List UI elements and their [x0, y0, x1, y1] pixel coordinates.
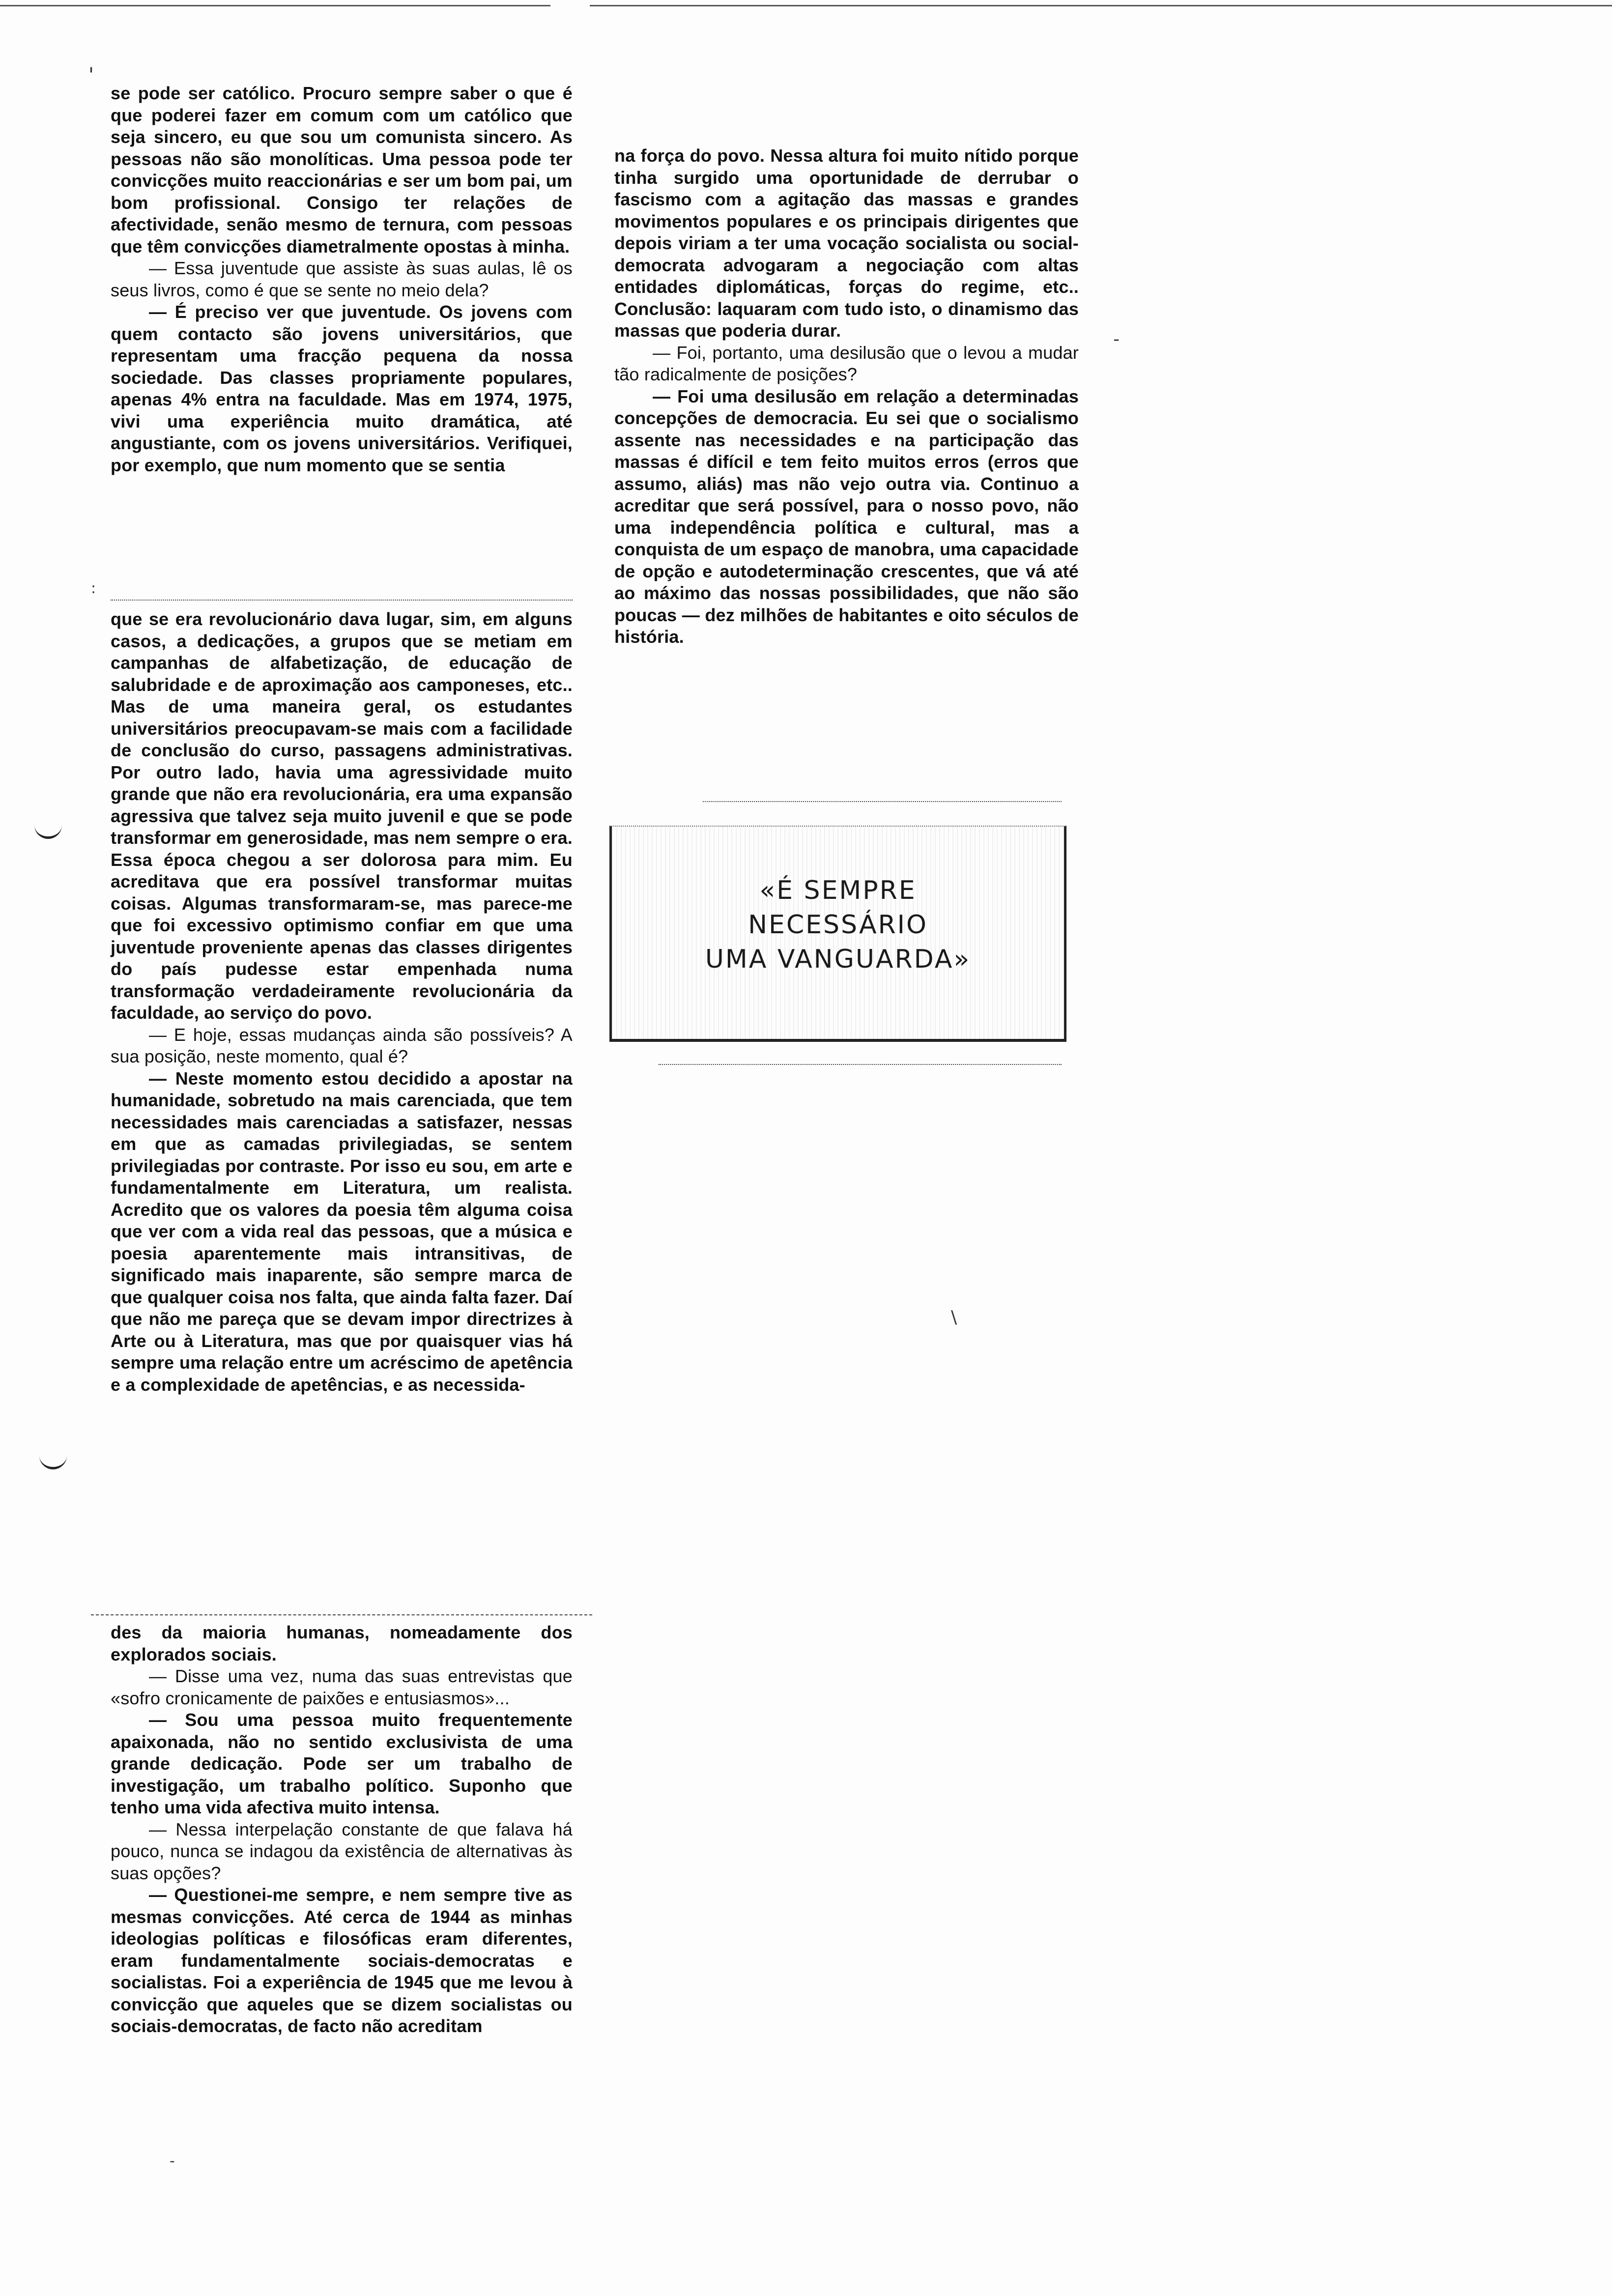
answer-paragraph: — Questionei-me sempre, e nem sempre tive as mesmas convicções. Até cerca de 1944 as minhas ideologias políticas e filosóficas eram diferentes, eram fundamentalmente sociais-democratas e socialistas. Foi a experiência de 1945 que me levou à convicção que aqueles que se dizem socialistas ou sociais-democratas, de facto não acreditam — [111, 1885, 573, 2036]
pullquote-box — [609, 826, 1066, 1042]
pullquote-under-rule — [659, 1064, 1062, 1065]
article-column-left-middle — [111, 608, 573, 1396]
column-break-rule — [111, 600, 573, 601]
margin-mark: \ — [951, 1307, 957, 1327]
pullquote-line: UMA VANGUARDA» — [705, 945, 971, 974]
interview-question: — Essa juventude que assiste às suas aulas, lê os seus livros, como é que se sente no meio dela? — [111, 258, 573, 300]
interview-question: — Disse uma vez, numa das suas entrevistas que «sofro cronicamente de paixões e entusiasmos»... — [111, 1666, 573, 1708]
punch-hole-mark — [39, 1447, 67, 1469]
interview-question: — Foi, portanto, uma desilusão que o levou a mudar tão radicalmente de posições? — [614, 342, 1079, 384]
margin-mark: - — [1113, 329, 1120, 349]
pullquote-line: NECESSÁRIO — [748, 910, 928, 940]
answer-paragraph: que se era revolucionário dava lugar, sim, em alguns casos, a dedicações, a grupos que se metiam em campanhas de alfabetização, de educação de salubridade e de aproximação aos camponeses, etc.. Mas de uma maneira geral, os estudantes universitários preocupavam-se mais com a facilidade de conclusão do curso, passagens administrativas. Por outro lado, havia uma agressividade muito grande que não era revolucionária, era uma expansão agressiva que talvez seja muito juvenil e que se pode transformar em generosidade, mas nem sempre o era. Essa época chegou a ser dolorosa para mim. Eu acreditava que era possível transformar muitas coisas. Algumas transformaram-se, mas parece-me que foi excessivo optimismo confiar em que uma juventude proveniente apenas das classes dirigentes do país pudesse estar empenhada numa transformação verdadeiramente revolucionária da faculdade, ao serviço do povo. — [111, 609, 573, 1023]
pullquote-line: «É SEMPRE — [759, 876, 917, 905]
column-end-rule — [703, 801, 1062, 802]
answer-paragraph: — Foi uma desilusão em relação a determinadas concepções de democracia. Eu sei que o socialismo assente nas necessidades e na participação das massas é difícil e tem feito muitos erros (erros que assumo, aliás) mas não vejo outra via. Continuo a acreditar que será possível, para o nosso povo, não uma independência política e cultural, mas a conquista de um espaço de manobra, uma capacidade de opção e autodeterminação crescentes, que vá até ao máximo das nossas possibilidades, que não são poucas — dez milhões de habitantes e oito séculos de história. — [614, 386, 1079, 647]
article-column-right — [614, 145, 1079, 648]
interview-question: — Nessa interpelação constante de que falava há pouco, nunca se indagou da existência de alternativas às suas opções? — [111, 1819, 573, 1883]
column-break-rule — [91, 1614, 592, 1615]
margin-mark: : — [91, 580, 96, 597]
pullquote-text — [612, 873, 1064, 976]
punch-hole-mark — [34, 817, 62, 839]
article-column-left-top — [111, 83, 573, 476]
answer-paragraph: na força do povo. Nessa altura foi muito nítido porque tinha surgido uma oportunidade de derrubar o fascismo com a agitação das massas e grandes movimentos populares e os principais dirigentes que depois viriam a ter uma vocação socialista ou social-democrata advogaram a negociação com altas entidades diplomáticas, forças do regime, etc.. Conclusão: laquaram com tudo isto, o dinamismo das massas que poderia durar. — [614, 145, 1079, 341]
answer-paragraph: — É preciso ver que juventude. Os jovens com quem contacto são jovens universitários, que representam uma fracção pequena da nossa sociedade. Das classes propriamente populares, apenas 4% entra na faculdade. Mas em 1974, 1975, vivi uma experiência muito dramática, até angustiante, com os jovens universitários. Verifiquei, por exemplo, que num momento que se sentia — [111, 302, 573, 475]
margin-mark: ' — [88, 64, 94, 86]
article-column-left-bottom — [111, 1622, 573, 2038]
top-rule-left — [0, 5, 550, 6]
answer-paragraph: des da maioria humanas, nomeadamente dos explorados sociais. — [111, 1622, 573, 1665]
answer-paragraph: — Sou uma pessoa muito frequentemente apaixonada, não no sentido exclusivista de uma grande dedicação. Pode ser um trabalho de investigação, um trabalho político. Suponho que tenho uma vida afectiva muito intensa. — [111, 1710, 573, 1817]
margin-mark: - — [170, 2152, 175, 2170]
answer-paragraph: — Neste momento estou decidido a apostar na humanidade, sobretudo na mais carenciada, que tem necessidades mais carenciadas a satisfazer, nessas em que as camadas privilegiadas, se sentem privilegiadas por contraste. Por isso eu sou, em arte e fundamentalmente em Literatura, um realista. Acredito que os valores da poesia têm alguma coisa que ver com a vida real das pessoas, que a música e poesia aparentemente mais intransitivas, de significado mais inaparente, são sempre marca de que qualquer coisa nos falta, que ainda falta fazer. Daí que não me pareça que se devam impor directrizes à Arte ou à Literatura, mas que por quaisquer vias há sempre uma relação entre um acréscimo de apetência e a complexidade de apetências, e as necessida- — [111, 1068, 573, 1395]
top-rule-right — [590, 5, 1612, 6]
answer-paragraph: se pode ser católico. Procuro sempre saber o que é que poderei fazer em comum com um católico que seja sincero, eu que sou um comunista sincero. As pessoas não são monolíticas. Uma pessoa pode ter convicções muito reaccionárias e ser um bom pai, um bom profissional. Consigo ter relações de afectividade, senão mesmo de ternura, com pessoas que têm convicções diametralmente opostas à minha. — [111, 83, 573, 257]
interview-question: — E hoje, essas mudanças ainda são possíveis? A sua posição, neste momento, qual é? — [111, 1024, 573, 1066]
